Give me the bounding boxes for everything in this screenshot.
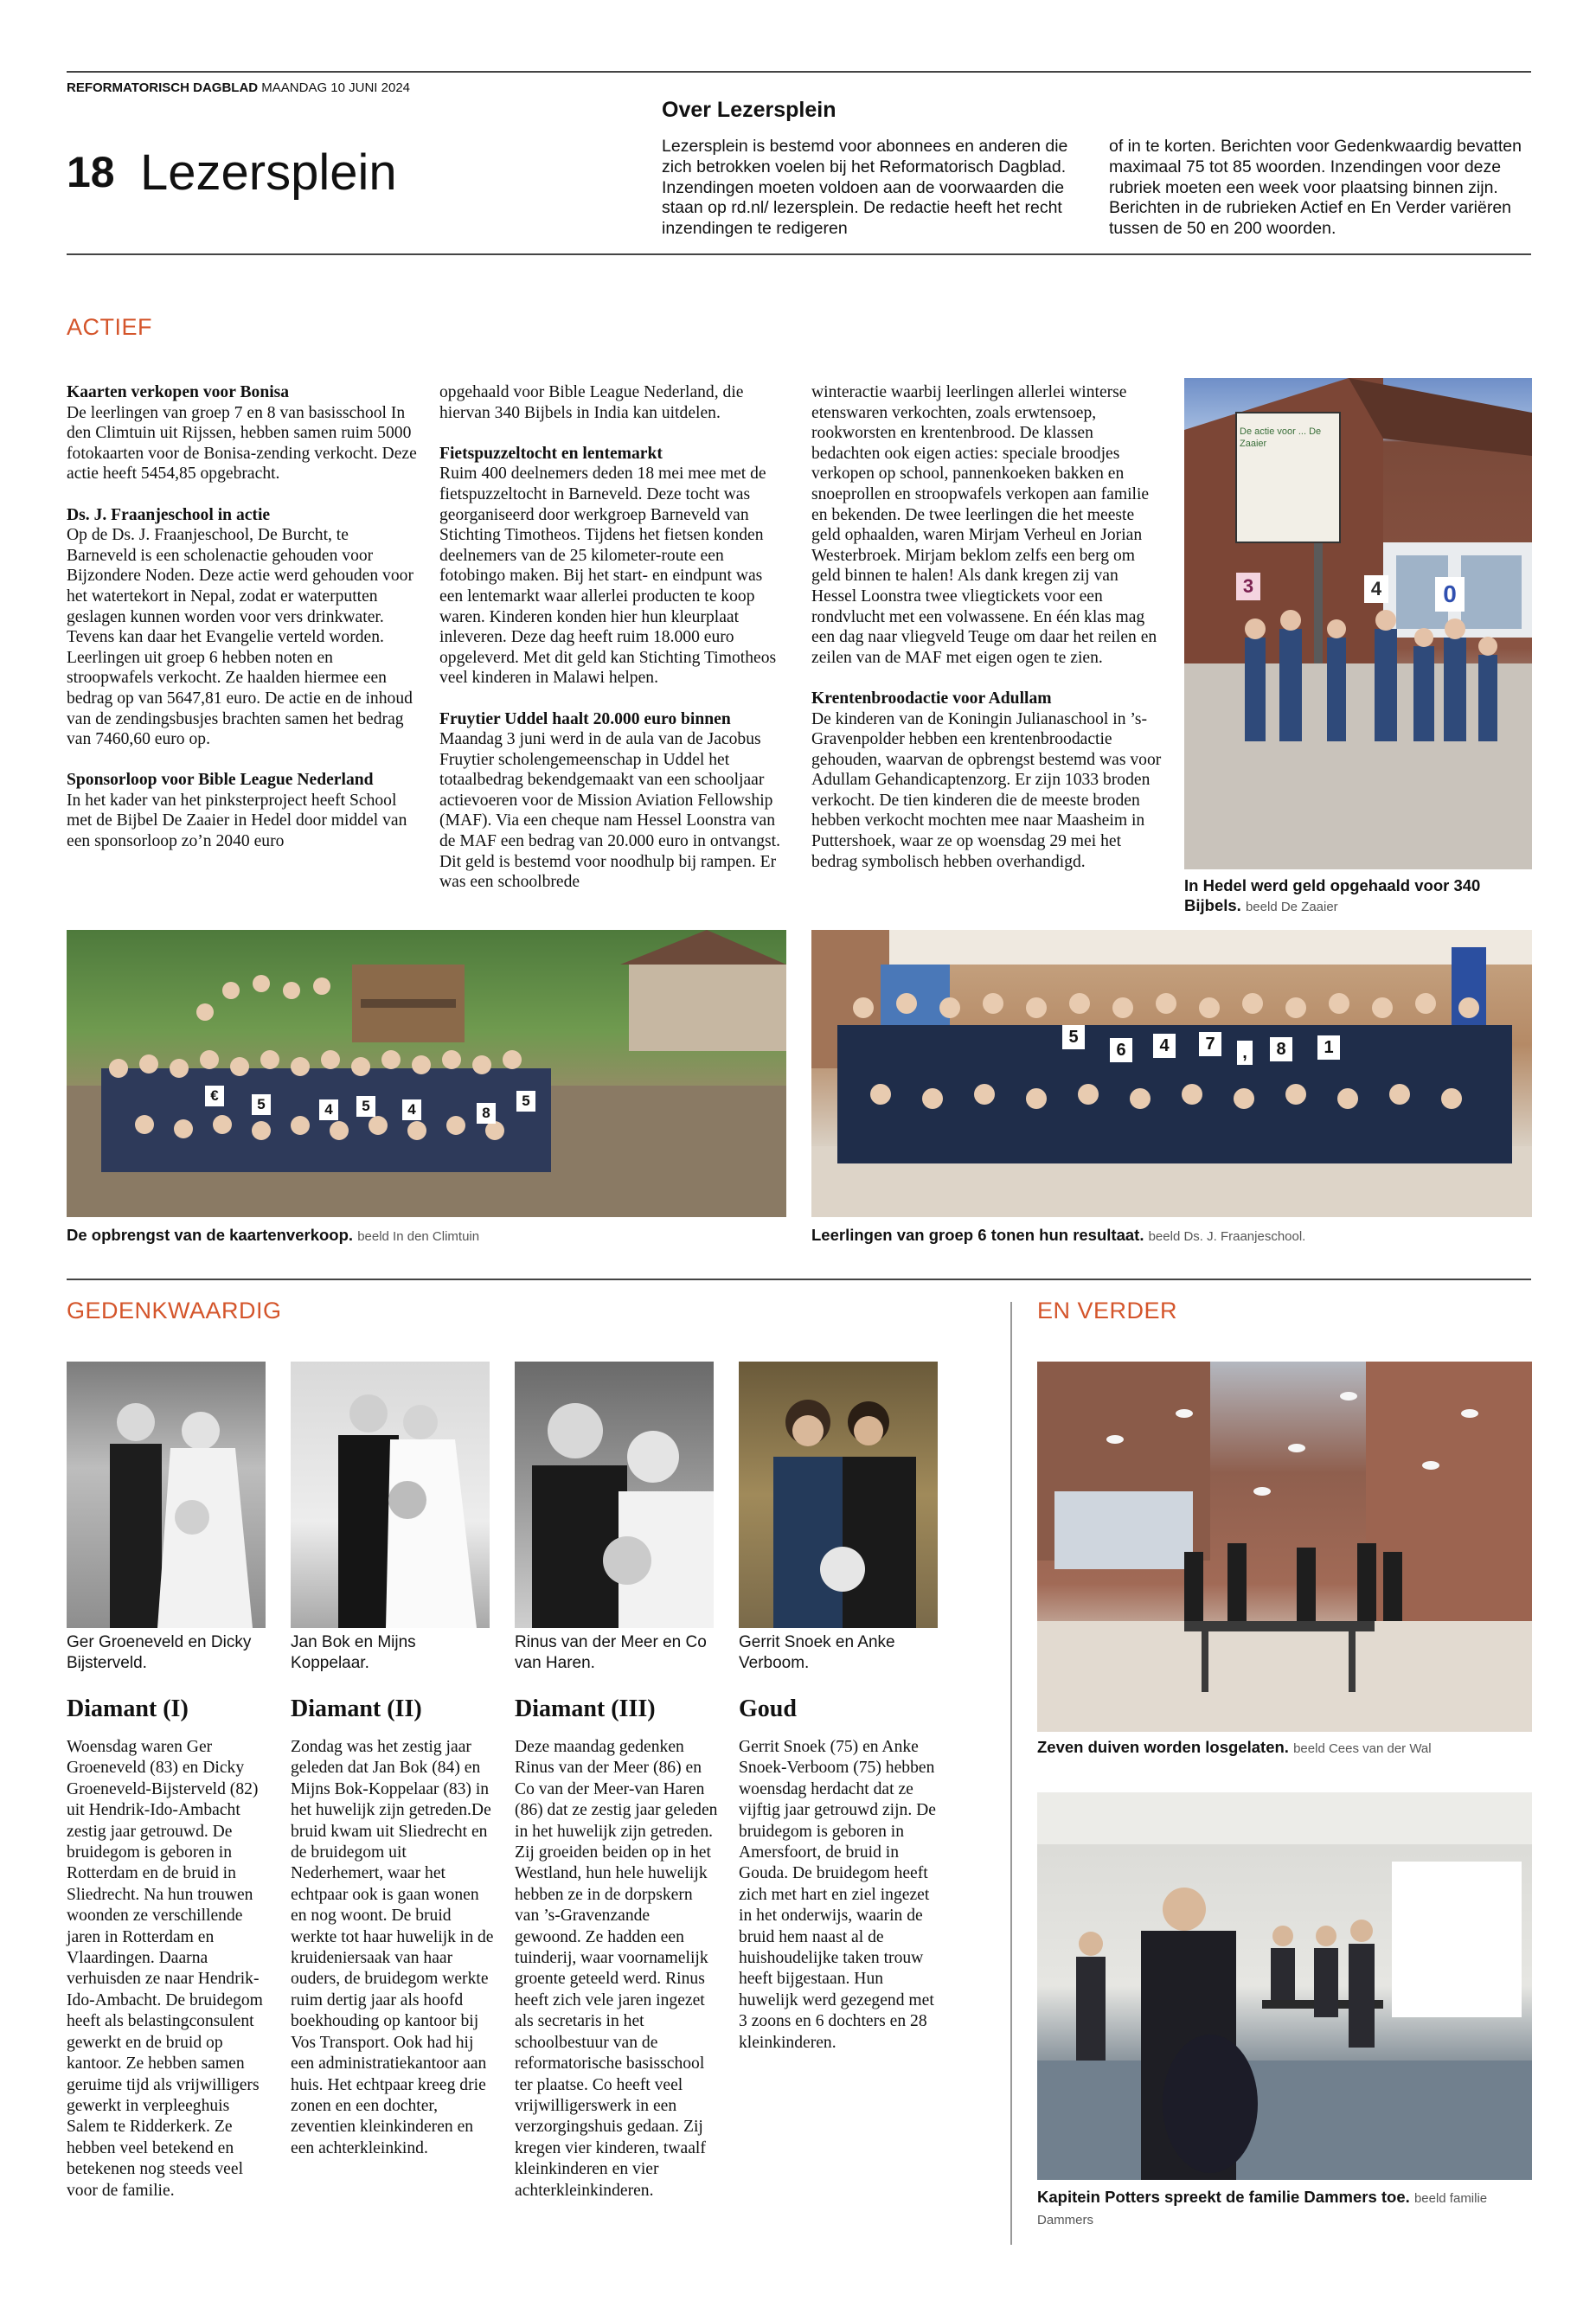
fraanje-card: 5	[1062, 1025, 1085, 1049]
fraanje-card: 8	[1270, 1037, 1292, 1061]
climtuin-card: 8	[477, 1103, 496, 1124]
caption-credit: beeld Ds. J. Fraanjeschool.	[1148, 1229, 1306, 1244]
photo-doves	[1037, 1362, 1532, 1732]
actief-col3	[811, 382, 1162, 872]
hedel-card: 4	[1364, 575, 1388, 603]
actief-col2	[439, 382, 790, 893]
wedding-photo-1-drawing	[67, 1362, 266, 1628]
wedding-photo-1	[67, 1362, 266, 1628]
wedding-photo-4	[739, 1362, 938, 1628]
fraanje-card: 6	[1110, 1038, 1132, 1062]
fraanje-card: 7	[1199, 1032, 1221, 1056]
en-verder-title: EN VERDER	[1037, 1298, 1178, 1324]
article-text: Maandag 3 juni werd in de aula van de Jacobus Fruytier scholengemeenschap in Uddel het totaalbedrag bekendgemaakt van een schooljaar actievoeren voor de Mission Aviation Fellowship (MAF). Via een cheque nam Hessel Loonstra van de MAF een bedrag van 20.000 euro in ontvangst. Dit geld is bestemd voor noodhulp bij rampen. Er was een schoolbrede	[439, 730, 780, 892]
page-number: 18	[67, 148, 115, 196]
wedding-photo-3-drawing	[515, 1362, 714, 1628]
about-text-col2: of in te korten. Berichten voor Gedenkwaardig bevatten maximaal 75 tot 85 woorden. Inzendingen voor deze rubriek moeten een week voor plaatsing binnen zijn. Berichten in de rubrieken Actief en En Verder variëren tussen de 50 en 200 woorden.	[1109, 137, 1522, 239]
climtuin-card: 5	[252, 1094, 271, 1115]
photo-hedel-drawing	[1184, 378, 1532, 869]
column-divider	[1010, 1302, 1012, 2245]
article-heading: Kaarten verkopen voor Bonisa	[67, 383, 290, 401]
gk-body-2: Zondag was het zestig jaar geleden dat Jan Bok (84) en Mijns Bok-Koppelaar (83) in het huwelijk zijn getreden.De bruid kwam uit Sliedrecht en de bruidegom uit Nederhemert, waar het echtpaar ook is gaan wonen en nog woont. De bruid werkte tot haar huwelijk in de kruideniersaak van haar ouders, de bruidegom werkte ruim dertig jaar als hoofd boekhouding op kantoor bij Vos Transport. Ook had hij een administratiekantoor aan huis. Het echtpaar kreeg drie zonen en een dochter, zeventien kleinkinderen en een achterkleinkind.	[291, 1738, 494, 2157]
gk-title-1: Diamant (I)	[67, 1695, 189, 1722]
photo-fraanje	[811, 930, 1532, 1217]
article-heading: Sponsorloop voor Bible League Nederland	[67, 771, 374, 790]
caption-text: Zeven duiven worden losgelaten.	[1037, 1738, 1289, 1756]
article-heading: Krentenbroodactie voor Adullam	[811, 689, 1052, 708]
climtuin-card: 5	[356, 1096, 375, 1117]
hedel-sign: De actie voor ... De Zaaier	[1240, 426, 1322, 449]
gk-title-3: Diamant (III)	[515, 1695, 656, 1722]
gk-title-4: Goud	[739, 1695, 797, 1722]
gk-title-2: Diamant (II)	[291, 1695, 422, 1722]
article-text: Ruim 400 deelnemers deden 18 mei mee met de fietspuzzeltocht in Barneveld. Deze tocht was georganiseerd door werkgroep Barneveld van Stichting Timotheos. Tijdens het fietsen konden deelnemers van de 25 kilometer-route een fotobingo maken. Bij het start- en eindpunt was een lentemarkt waar allerlei producten te koop waren. Kinderen konden hier hun kleurplaat inleveren. Deze dag heeft ruim 18.000 euro opgeleverd. Met dit geld kan Stichting Timotheos veel kinderen in Malawi helpen.	[439, 465, 777, 688]
photo-doves-drawing	[1037, 1362, 1532, 1732]
article-heading: Fietspuzzeltocht en lentemarkt	[439, 444, 663, 463]
hedel-card: 3	[1236, 573, 1260, 600]
climtuin-card: 4	[402, 1099, 421, 1120]
fraanje-card: 4	[1153, 1034, 1176, 1058]
caption-credit: beeld familie Dammers	[1037, 2191, 1488, 2227]
caption-fraanje	[811, 1225, 1532, 1247]
fraanje-card: 1	[1317, 1035, 1340, 1060]
top-rule	[67, 71, 1531, 73]
fraanje-card: ,	[1237, 1041, 1253, 1065]
article-text: Op de Ds. J. Fraanjeschool, De Burcht, te Barneveld is een scholenactie gehouden voor Bijzondere Noden. Deze actie werd gehouden voor het watertekort in Nepal, zodat er waterputten geslagen kunnen worden voor vers drinkwater. Tevens kan daar het Evangelie verteld worden. Leerlingen uit groep 6 hebben noten en stroopwafels verkocht. Ze haalden hiermee een bedrag op van 5647,81 euro. De actie en de inhoud van de zendingsbusjes brachten samen het bedrag van 7460,60 euro op.	[67, 526, 413, 749]
caption-text: Kapitein Potters spreekt de familie Dammers toe.	[1037, 2188, 1410, 2206]
gk-body-3: Deze maandag gedenken Rinus van der Meer (86) en Co van der Meer-van Haren (86) dat ze zestig jaar geleden in het huwelijk zijn getreden. Zij groeiden beiden op in het Westland, hun hele huwelijk hebben ze in de dorpskern van ’s-Gravenzande gewoond. Ze hadden een tuinderij, waar voornamelijk groente geteeld werd. Rinus heeft zich vele jaren ingezet als secretaris in het schoolbestuur van de reformatorische basisschool ter plaatse. Co heeft veel vrijwilligerswerk in een verzorgingshuis gedaan. Zij kregen vier kinderen, twaalf kleinkinderen en vier achterkleinkinderen.	[515, 1738, 718, 2200]
gk-caption-1: Ger Groeneveld en Dicky Bijsterveld.	[67, 1633, 252, 1672]
masthead-line	[67, 80, 410, 95]
article-text: De leerlingen van groep 7 en 8 van basisschool In den Climtuin uit Rijssen, hebben samen ruim 5000 fotokaarten voor de Bonisa-zending verkocht. Deze actie heeft 5454,85 opgebracht.	[67, 403, 417, 484]
article-text: De kinderen van de Koningin Julianaschool in ’s-Gravenpolder hebben een krentenbroodactie gehouden, waarvan de opbrengst bestemd was voor Adullam Gehandicaptenzorg. Er zijn 1033 broden verkocht. De tien kinderen die de meeste broden hebben verkocht mochten mee naar Maasheim in Puttershoek, waar ze op woensdag 29 mei het bedrag symbolisch hebben overhandigd.	[811, 709, 1162, 871]
caption-climtuin	[67, 1225, 786, 1247]
header-bottom-rule	[67, 253, 1531, 255]
caption-credit: beeld In den Climtuin	[357, 1229, 480, 1244]
climtuin-card: 4	[319, 1099, 338, 1120]
actief-bottom-rule	[67, 1279, 1531, 1280]
wedding-photo-2	[291, 1362, 490, 1628]
paper-name: REFORMATORISCH DAGBLAD	[67, 80, 259, 95]
caption-credit: beeld De Zaaier	[1245, 900, 1338, 914]
article-text: opgehaald voor Bible League Nederland, die hiervan 340 Bijbels in India kan uitdelen.	[439, 383, 744, 422]
gk-caption-2: Jan Bok en Mijns Koppelaar.	[291, 1633, 416, 1672]
article-heading: Fruytier Uddel haalt 20.000 euro binnen	[439, 709, 731, 728]
photo-potters-drawing	[1037, 1792, 1532, 2180]
photo-climtuin-drawing	[67, 930, 786, 1217]
caption-text: In Hedel werd geld opgehaald voor 340 Bijbels.	[1184, 876, 1481, 914]
photo-climtuin	[67, 930, 786, 1217]
article-text: winteractie waarbij leerlingen allerlei winterse etenswaren verkochten, zoals erwtensoep, rookworsten en krentenbrood. De klassen bedachten ook eigen acties: speciale broodjes verkopen op school, pannenkoeken bakken en snoeprollen en stroopwafels verkopen aan familie en bekenden. De twee leerlingen die het meeste geld ophaalden, waren Mirjam Verheul en Jorian Westerbroek. Mirjam beklom zelfs een berg om geld binnen te halen! Als dank kregen zij van Hessel Loonstra twee vliegtickets voor een rondvlucht met een volwassene. En één klas mag een dag naar vliegveld Teuge om daar het reilen en zeilen van de MAF met eigen ogen te zien.	[811, 383, 1157, 667]
photo-hedel	[1184, 378, 1532, 869]
gedenkwaardig-title: GEDENKWAARDIG	[67, 1298, 282, 1324]
caption-hedel	[1184, 875, 1532, 917]
article-text: In het kader van het pinksterproject heeft School met de Bijbel De Zaaier in Hedel door middel van een sponsorloop zo’n 2040 euro	[67, 791, 407, 851]
caption-text: De opbrengst van de kaartenverkoop.	[67, 1226, 354, 1244]
actief-title: ACTIEF	[67, 314, 153, 340]
about-title: Over Lezersplein	[662, 98, 836, 122]
caption-potters	[1037, 2187, 1532, 2230]
photo-potters	[1037, 1792, 1532, 2180]
gk-caption-4: Gerrit Snoek en Anke Verboom.	[739, 1633, 895, 1672]
about-text-col1: Lezersplein is bestemd voor abonnees en anderen die zich betrokken voelen bij het Reformatorisch Dagblad. Inzendingen moeten voldoen aan de voorwaarden die staan op rd.nl/ lezersplein. De redactie heeft het recht inzendingen te redigeren	[662, 137, 1068, 239]
caption-doves	[1037, 1737, 1532, 1759]
paper-date: MAANDAG 10 JUNI 2024	[261, 80, 411, 95]
wedding-photo-2-drawing	[291, 1362, 490, 1628]
wedding-photo-3	[515, 1362, 714, 1628]
climtuin-card: 5	[516, 1091, 535, 1112]
actief-col1	[67, 382, 417, 852]
wedding-photo-4-drawing	[739, 1362, 938, 1628]
caption-text: Leerlingen van groep 6 tonen hun resultaat.	[811, 1226, 1144, 1244]
article-heading: Ds. J. Fraanjeschool in actie	[67, 505, 271, 524]
gk-caption-3: Rinus van der Meer en Co van Haren.	[515, 1633, 707, 1672]
hedel-card: 0	[1435, 577, 1465, 612]
gk-body-4: Gerrit Snoek (75) en Anke Snoek-Verboom (75) hebben woensdag herdacht dat ze vijftig jaar getrouwd zijn. De bruidegom is geboren in Amersfoort, de bruid in Gouda. De bruidegom heeft zich met hart en ziel ingezet in het onderwijs, waarin de bruid hem naast al de huishoudelijke taken trouw heeft bijgestaan. Hun huwelijk werd gezegend met 3 zoons en 6 dochters en 28 kleinkinderen.	[739, 1738, 936, 2052]
caption-credit: beeld Cees van der Wal	[1293, 1741, 1432, 1756]
photo-fraanje-drawing	[811, 930, 1532, 1217]
gk-body-1: Woensdag waren Ger Groeneveld (83) en Dicky Groeneveld-Bijsterveld (82) uit Hendrik-Ido-Ambacht zestig jaar getrouwd. De bruidegom is geboren in Rotterdam en de bruid in Sliedrecht. Na hun trouwen woonden ze verschillende jaren in Rotterdam en Vlaardingen. Daarna verhuisden ze naar Hendrik-Ido-Ambacht. De bruidegom heeft als belastingconsulent gewerkt en de bruid op kantoor. Ze hebben samen geruime tijd als vrijwilligers gewerkt in verpleeghuis Salem te Ridderkerk. Ze hebben veel betekend en betekenen nog steeds veel voor de familie.	[67, 1738, 263, 2200]
section-name: Lezersplein	[140, 144, 397, 201]
climtuin-card: €	[205, 1086, 224, 1106]
